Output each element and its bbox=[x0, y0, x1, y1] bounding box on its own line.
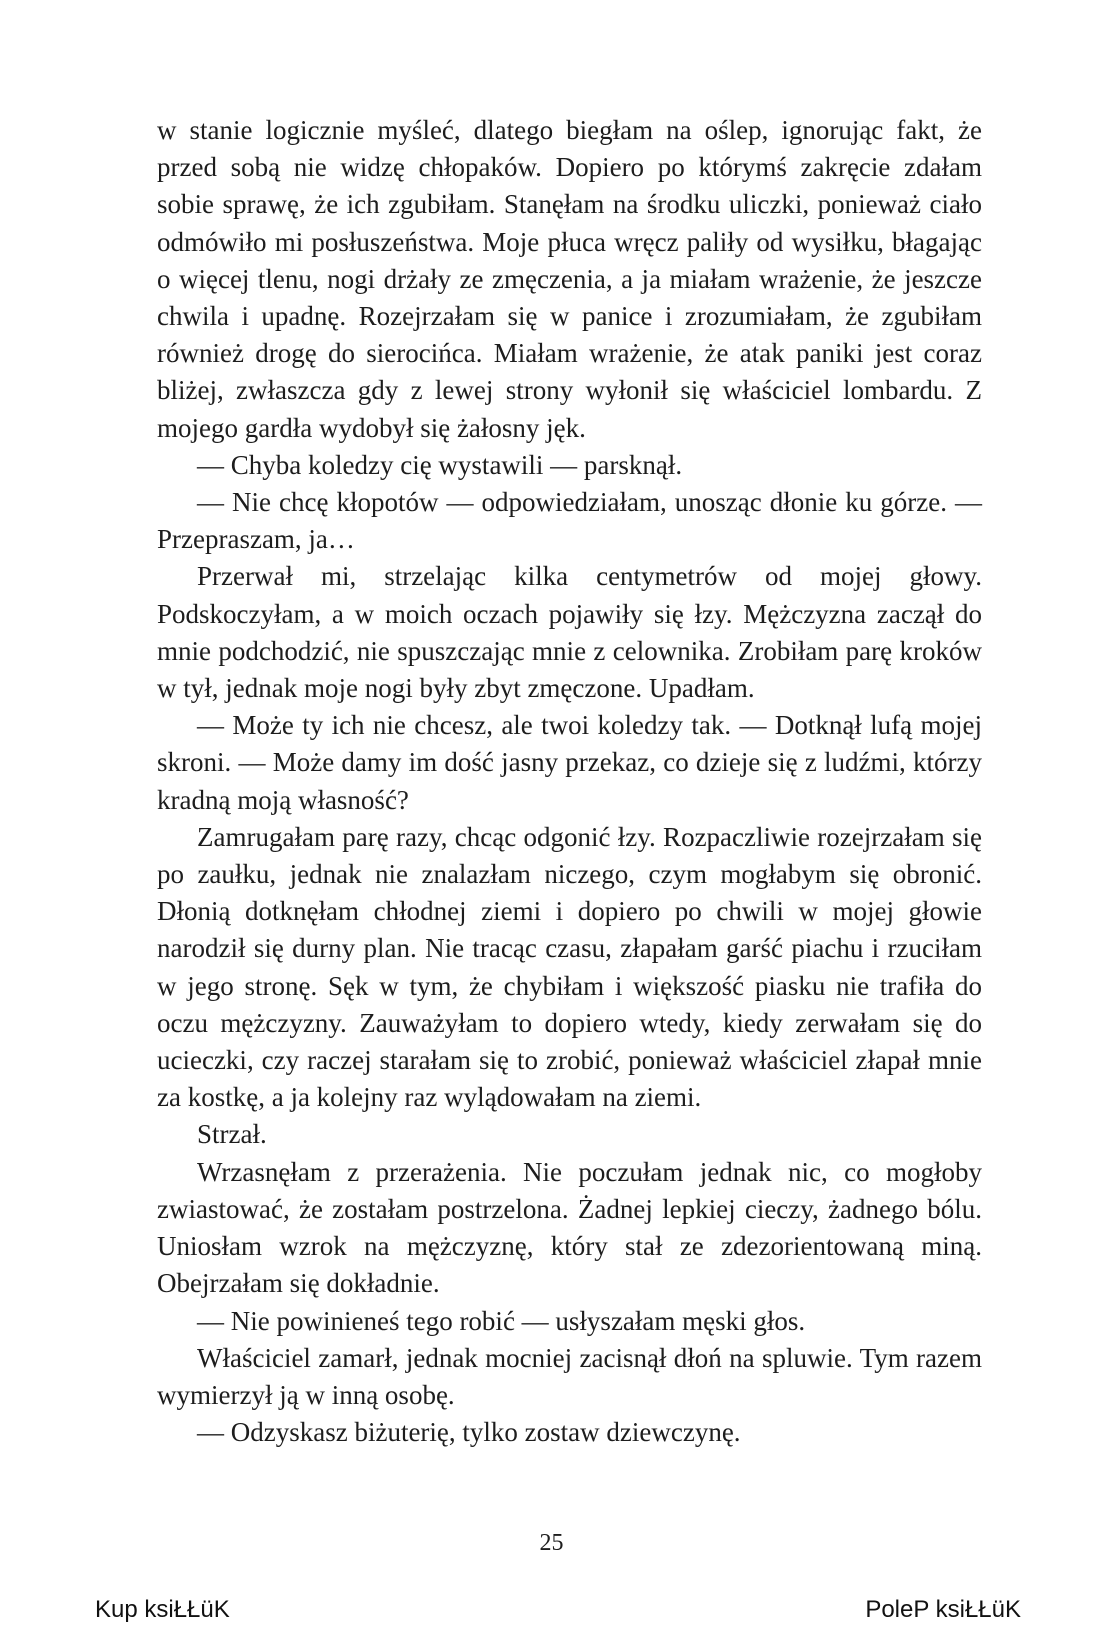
paragraph: Strzał. bbox=[197, 1119, 267, 1150]
paragraph: Właściciel zamarł, jednak mocniej zacisnął dłoń na spluwie. Tym razem wymierzył ją w inną osobę. bbox=[157, 1342, 982, 1410]
paragraph: Zamrugałam parę razy, chcąc odgonić łzy. Rozpaczliwie rozejrzałam się po zaułku, jednak nie znalazłam niczego, czym mogłabym się obronić. Dłonią dotknęłam chłodnej ziemi i dopiero po chwili w mojej głowie narodził się durny plan. Nie tracąc czasu, złapałam garść piachu i rzuciłam w jego stronę. Sęk w tym, że chybiłam i większość piasku nie trafiła do oczu mężczyzny. Zauważyłam to dopiero wtedy, kiedy zerwałam się do ucieczki, czy raczej starałam się to zrobić, ponieważ właściciel złapał mnie za kostkę, a ja kolejny raz wylądowałam na ziemi. bbox=[157, 821, 982, 1113]
page-body bbox=[157, 112, 982, 1451]
recommend-book-link[interactable]: PoleP ksiŁŁüK bbox=[865, 1596, 1021, 1623]
paragraph: — Może ty ich nie chcesz, ale twoi koledzy tak. — Dotknął lufą mojej skroni. — Może damy im dość jasny przekaz, co dzieje się z ludźmi, którzy kradną moją własność? bbox=[157, 710, 982, 815]
paragraph: — Nie powinieneś tego robić — usłyszałam męski głos. bbox=[197, 1305, 806, 1336]
paragraph: Wrzasnęłam z przerażenia. Nie poczułam jednak nic, co mogłoby zwiastować, że zostałam postrzelona. Żadnej lepkiej cieczy, żadnego bólu. Uniosłam wzrok na mężczyznę, który stał ze zdezorientowaną miną. Obejrzałam się dokładnie. bbox=[157, 1156, 982, 1299]
paragraph: w stanie logicznie myśleć, dlatego biegłam na oślep, ignorując fakt, że przed sobą nie widzę chłopaków. Dopiero po którymś zakręcie zdałam sobie sprawę, że ich zgubiłam. Stanęłam na środku uliczki, ponieważ ciało odmówiło mi posłuszeństwa. Moje płuca wręcz paliły od wysiłku, błagając o więcej tlenu, nogi drżały ze zmęczenia, a ja miałam wrażenie, że jeszcze chwila i upadnę. Rozejrzałam się w panice i zrozumiałam, że zgubiłam również drogę do sierocińca. Miałam wrażenie, że atak paniki jest coraz bliżej, zwłaszcza gdy z lewej strony wyłonił się właściciel lombardu. Z mojego gardła wydobył się żałosny jęk. bbox=[157, 115, 982, 443]
paragraph: — Nie chcę kłopotów — odpowiedziałam, unosząc dłonie ku górze. — Przepraszam, ja… bbox=[157, 487, 982, 555]
paragraph: Przerwał mi, strzelając kilka centymetrów od mojej głowy. Podskoczyłam, a w moich oczach pojawiły się łzy. Mężczyzna zaczął do mnie podchodzić, nie spuszczając mnie z celownika. Zrobiłam parę kroków w tył, jednak moje nogi były zbyt zmęczone. Upadłam. bbox=[157, 561, 982, 704]
page-number: 25 bbox=[539, 1530, 564, 1556]
buy-book-link[interactable]: Kup ksiŁŁüK bbox=[95, 1596, 230, 1623]
paragraph: — Chyba koledzy cię wystawili — parsknął. bbox=[197, 449, 683, 480]
paragraph: — Odzyskasz biżuterię, tylko zostaw dziewczynę. bbox=[197, 1417, 741, 1448]
